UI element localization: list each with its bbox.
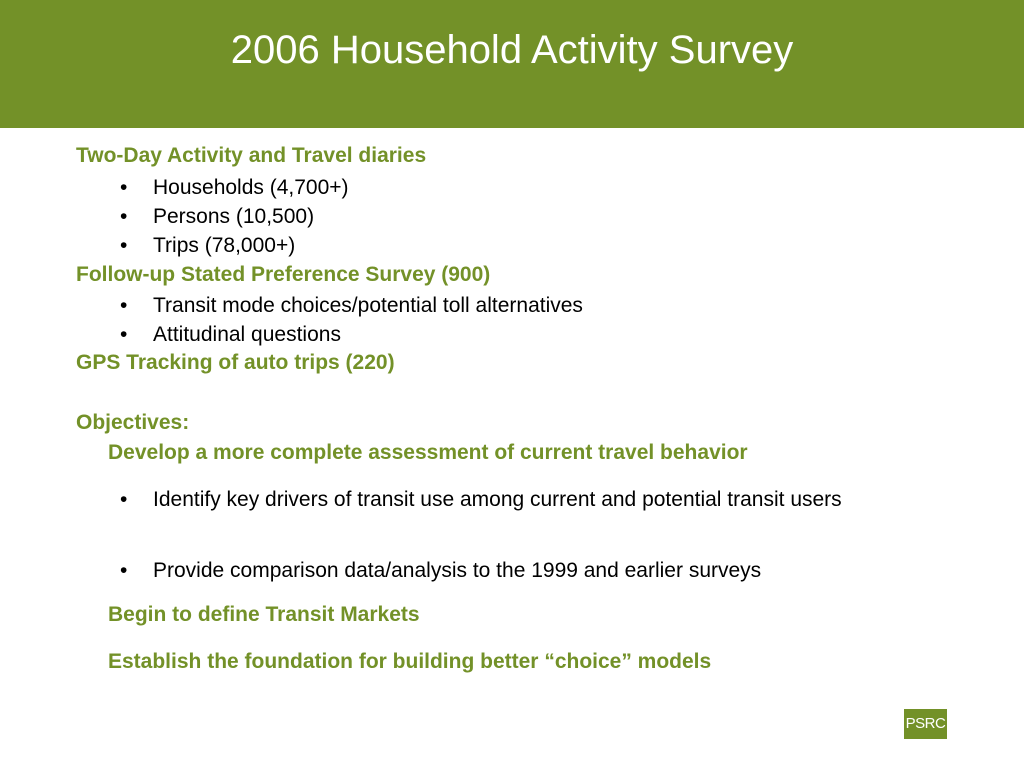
list-item-text: Transit mode choices/potential toll alternatives: [153, 294, 583, 317]
section-heading-stated-preference: Follow-up Stated Preference Survey (900): [76, 263, 491, 286]
bullet-icon: •: [120, 205, 128, 228]
objective-choice-models: Establish the foundation for building better “choice” models: [108, 650, 712, 673]
list-item-text: Persons (10,500): [153, 205, 315, 228]
bullet-icon: •: [120, 559, 128, 582]
list-item-text: Identify key drivers of transit use among current and potential transit users: [153, 488, 842, 511]
section-heading-diaries: Two-Day Activity and Travel diaries: [76, 144, 427, 167]
list-item: [120, 204, 920, 229]
bullet-icon: •: [120, 176, 128, 199]
slide-title: 2006 Household Activity Survey: [230, 28, 794, 72]
psrc-logo: PSRC: [904, 709, 947, 739]
objective-assessment: Develop a more complete assessment of current travel behavior: [108, 441, 748, 464]
objective-transit-markets: Begin to define Transit Markets: [108, 603, 420, 626]
bullet-icon: •: [120, 234, 128, 257]
list-item: [120, 175, 920, 200]
section-heading-gps: GPS Tracking of auto trips (220): [76, 351, 395, 374]
list-item: [120, 487, 930, 537]
bullet-icon: •: [120, 488, 128, 511]
list-item-text: Trips (78,000+): [153, 234, 296, 257]
list-item-text: Provide comparison data/analysis to the 1999 and earlier surveys: [153, 559, 762, 582]
list-item: [120, 322, 920, 347]
list-item-text: Households (4,700+): [153, 176, 349, 199]
bullet-icon: •: [120, 294, 128, 317]
list-item: [120, 293, 920, 318]
bullet-icon: •: [120, 323, 128, 346]
section-heading-objectives: Objectives:: [76, 411, 190, 434]
list-item: [120, 233, 920, 258]
list-item-text: Attitudinal questions: [153, 323, 341, 346]
list-item: [120, 558, 930, 583]
